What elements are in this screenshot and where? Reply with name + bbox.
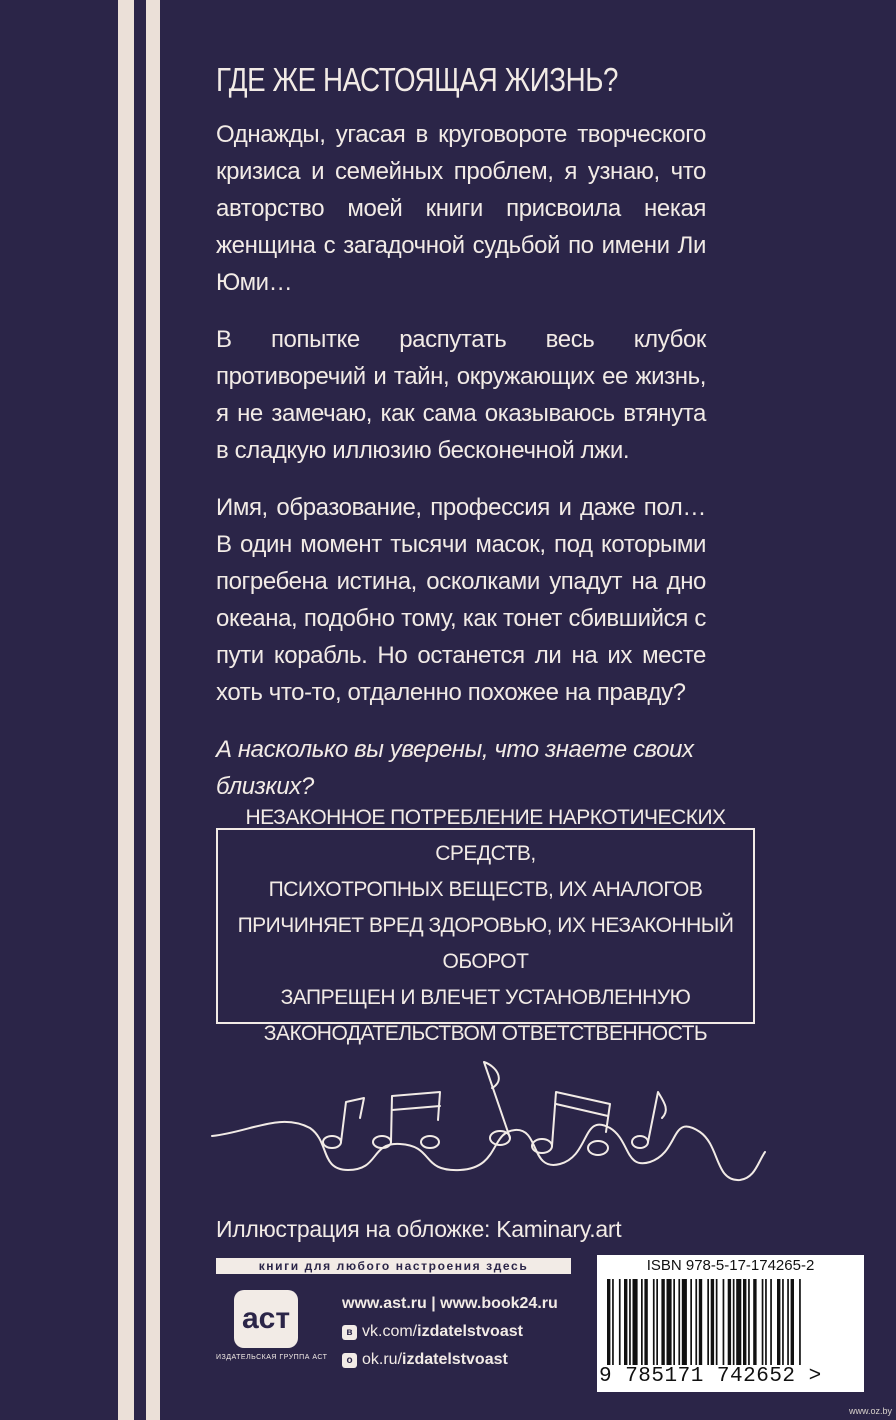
publisher-logo — [216, 1290, 336, 1380]
decorative-stripe-right — [146, 0, 160, 1420]
health-warning-text — [218, 800, 753, 1052]
publisher-name: ИЗДАТЕЛЬСКАЯ ГРУППА АСТ — [216, 1354, 328, 1361]
annotation-paragraph: В попытке распутать весь клубок противоречий и тайн, окружающих ее жизнь, я не замечаю, как сама оказываюсь втянута в сладкую иллюзию бесконечной лжи. — [216, 326, 706, 464]
annotation-paragraph: Однажды, угасая в круговороте творческого кризиса и семейных проблем, я узнаю, что авторство моей книги присвоила некая женщина с загадочной судьбой по имени Ли Юми… — [216, 121, 706, 296]
website-links[interactable] — [342, 1290, 558, 1318]
ok-icon: о — [342, 1353, 357, 1368]
barcode-bars — [607, 1279, 854, 1365]
annotation-title: ГДЕ ЖЕ НАСТОЯЩАЯ ЖИЗНЬ? — [216, 61, 618, 98]
barcode-digits: 9 785171 742652 > — [599, 1365, 822, 1388]
ok-link-handle[interactable]: izdatelstvoast — [402, 1351, 508, 1368]
barcode — [597, 1255, 864, 1392]
warning-line: ПРИЧИНЯЕТ ВРЕД ЗДОРОВЬЮ, ИХ НЕЗАКОННЫЙ ОБОРОТ — [237, 914, 734, 973]
warning-line: ЗАПРЕЩЕН И ВЛЕЧЕТ УСТАНОВЛЕННУЮ — [280, 986, 691, 1009]
tagline-banner: книги для любого настроения здесь — [216, 1258, 571, 1274]
health-warning-box — [216, 806, 755, 1045]
vk-link-prefix[interactable]: vk.com/ — [362, 1323, 418, 1340]
annotation — [216, 58, 706, 825]
watermark: www.oz.by — [848, 1406, 892, 1416]
vk-link[interactable] — [342, 1318, 558, 1346]
website-links-text[interactable]: www.ast.ru | www.book24.ru — [342, 1295, 558, 1312]
vk-link-handle[interactable]: izdatelstvoast — [417, 1323, 523, 1340]
warning-line: НЕЗАКОННОЕ ПОТРЕБЛЕНИЕ НАРКОТИЧЕСКИХ СРЕДСТВ, — [245, 806, 726, 865]
publisher-links — [342, 1290, 558, 1374]
cover-illustration-credit: Иллюстрация на обложке: Kaminary.art — [216, 1216, 622, 1242]
warning-line: ПСИХОТРОПНЫХ ВЕЩЕСТВ, ИХ АНАЛОГОВ — [268, 878, 703, 901]
ok-link[interactable] — [342, 1346, 558, 1374]
vk-icon: в — [342, 1325, 357, 1340]
warning-line: ЗАКОНОДАТЕЛЬСТВОМ ОТВЕТСТВЕННОСТЬ — [263, 1022, 708, 1045]
decorative-stripe-left — [118, 0, 134, 1420]
annotation-paragraph: Имя, образование, профессия и даже пол… В один момент тысячи масок, под которыми погребена истина, осколками упадут на дно океана, подобно тому, как тонет сбившийся с пути корабль. Но останется ли на их месте хоть что-то, отдаленно похожее на правду? — [216, 494, 706, 706]
publisher-logo-mark: аст — [234, 1290, 298, 1348]
isbn-number: ISBN 978-5-17-174265-2 — [646, 1257, 815, 1274]
closing-question: А насколько вы уверены, что знаете своих близких? — [216, 736, 694, 800]
music-notes-icon — [210, 1052, 770, 1192]
ok-link-prefix[interactable]: ok.ru/ — [362, 1351, 403, 1368]
